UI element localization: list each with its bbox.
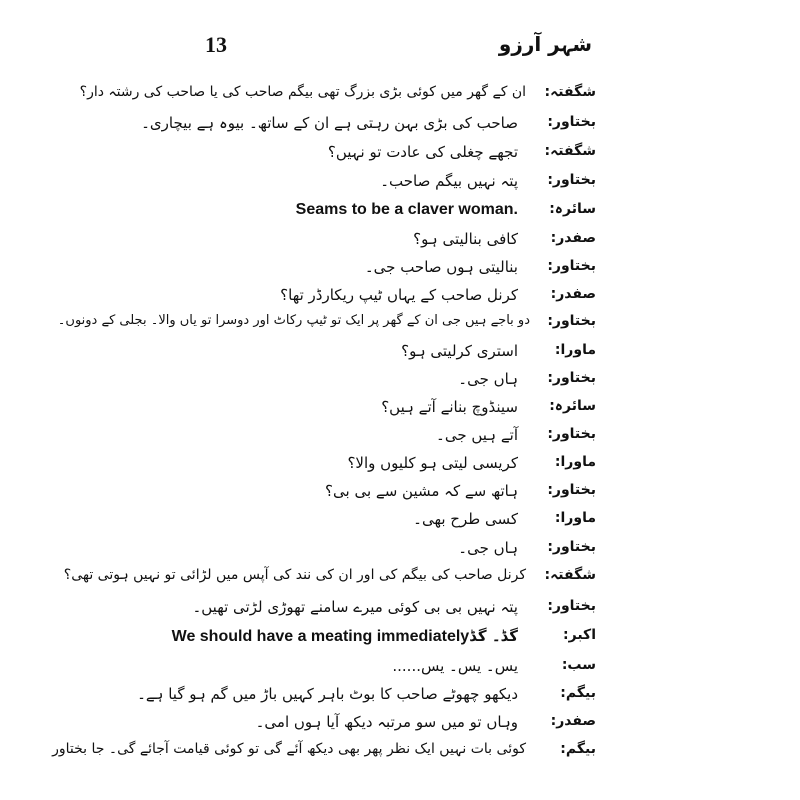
- speaker-name: صفدر:: [550, 230, 596, 246]
- speaker-name: ماورا:: [554, 342, 596, 358]
- dialogue-line: [228, 201, 596, 227]
- dialogue-line: [171, 627, 596, 653]
- speech-text: کرنل صاحب کی بیگم کی اور ان کی نند کی آپس میں لڑائی تو نہیں ہوتی تھی؟: [63, 567, 526, 583]
- dialogue-line: [137, 685, 596, 711]
- dialogue-line: [228, 510, 596, 536]
- speaker-name: بختاور:: [547, 598, 596, 614]
- dialogue-line: [192, 598, 596, 624]
- speaker-name: بیگم:: [560, 685, 596, 701]
- speaker-name: بیگم:: [560, 741, 596, 757]
- dialogue-line: [228, 143, 596, 169]
- dialogue-line: [228, 657, 596, 683]
- speech-text: پتہ نہیں بی بی کوئی میرے سامنے تھوڑی لڑتی تھیں۔: [192, 598, 518, 616]
- speech-text: تجھے چغلی کی عادت تو نہیں؟: [327, 143, 518, 161]
- speech-text: کرنل صاحب کے یہاں ٹیپ ریکارڈر تھا؟: [280, 286, 518, 304]
- speaker-name: شگفتہ:: [544, 143, 596, 159]
- speaker-name: سائرہ:: [549, 201, 596, 217]
- speaker-name: ماورا:: [554, 510, 596, 526]
- speaker-name: بختاور:: [547, 426, 596, 442]
- dialogue-line: [228, 539, 596, 565]
- speech-text: استری کرلیتی ہو؟: [401, 342, 518, 360]
- speech-text: صاحب کی بڑی بہن رہتی ہے ان کے ساتھ۔ بیوہ ہے بیچاری۔: [141, 114, 518, 132]
- page-number: 13: [205, 32, 227, 57]
- speech-text: پتہ نہیں بیگم صاحب۔: [380, 172, 518, 190]
- speaker-name: بختاور:: [547, 258, 596, 274]
- dialogue-line: [63, 567, 596, 593]
- speech-text: کریسی لیتی ہو کلیوں والا؟: [347, 454, 518, 472]
- speaker-name: ماورا:: [554, 454, 596, 470]
- speech-text: ان کے گھر میں کوئی بڑی بزرگ تھی بیگم صاحب کی یا صاحب کی رشتہ دار؟: [79, 84, 526, 100]
- dialogue-line: [79, 84, 596, 110]
- speech-text: وہاں تو میں سو مرتبہ دیکھ آیا ہوں امی۔: [255, 713, 518, 731]
- speech-text: ہاتھ سے کہ مشین سے بی بی؟: [325, 482, 518, 500]
- speech-text: ہاں جی۔: [458, 370, 518, 388]
- dialogue-line: [228, 398, 596, 424]
- speech-text: دیکھو چھوٹے صاحب کا بوٹ باہر کہیں باڑ میں گم ہو گیا ہے۔: [137, 685, 518, 703]
- speaker-name: سب:: [561, 657, 596, 673]
- speaker-name: اکبر:: [563, 627, 596, 643]
- speech-text: سینڈوچ بنانے آتے ہیں؟: [381, 398, 518, 416]
- dialogue-line: [228, 342, 596, 368]
- dialogue-line: [228, 426, 596, 452]
- speaker-name: سائرہ:: [549, 398, 596, 414]
- speaker-name: بختاور:: [547, 482, 596, 498]
- speech-text-mixed: [172, 627, 518, 646]
- speaker-name: بختاور:: [547, 114, 596, 130]
- dialogue-line: [228, 286, 596, 312]
- speech-text: بنالیتی ہوں صاحب جی۔: [364, 258, 518, 276]
- speech-text: کوئی بات نہیں ایک نظر پھر بھی دیکھ آئے گی تو کوئی قیامت آجائے گی۔ جا بختاور: [52, 741, 526, 757]
- dialogue-line: [141, 114, 596, 140]
- dialogue-line: [52, 741, 596, 767]
- speech-text-english: Seams to be a claver woman.: [295, 201, 518, 218]
- dialogue-line: [228, 482, 596, 508]
- speaker-name: شگفتہ:: [544, 567, 596, 583]
- speech-text: آتے ہیں جی۔: [436, 426, 518, 444]
- dialogue-line: [228, 172, 596, 198]
- speaker-name: بختاور:: [547, 370, 596, 386]
- speech-text-english: We should have a meating immediately: [171, 628, 470, 645]
- speech-text: کافی بنالیتی ہو؟: [413, 230, 518, 248]
- speaker-name: بختاور:: [547, 539, 596, 555]
- dialogue-line: [228, 230, 596, 256]
- dialogue-line: [57, 313, 596, 339]
- dialogue-line: [228, 713, 596, 739]
- speech-text: کسی طرح بھی۔: [413, 510, 518, 528]
- dialogue-line: [228, 258, 596, 284]
- speech-text: یس۔ یس۔ یس......: [392, 657, 518, 675]
- speaker-name: صفدر:: [550, 286, 596, 302]
- speech-text: دو باجے ہیں جی ان کے گھر پر ایک تو ٹیپ رکاٹ اور دوسرا تو یاں والا۔ بجلی کے دونوں۔: [57, 313, 530, 328]
- speech-text: ہاں جی۔: [458, 539, 518, 557]
- book-title: شہر آرزو: [498, 32, 592, 56]
- speaker-name: بختاور:: [547, 172, 596, 188]
- speaker-name: صفدر:: [550, 713, 596, 729]
- speaker-name: بختاور:: [547, 313, 596, 329]
- speaker-name: شگفتہ:: [544, 84, 596, 100]
- dialogue-line: [228, 454, 596, 480]
- dialogue-line: [228, 370, 596, 396]
- speech-text-urdu: گڈ۔ گڈ: [469, 627, 518, 645]
